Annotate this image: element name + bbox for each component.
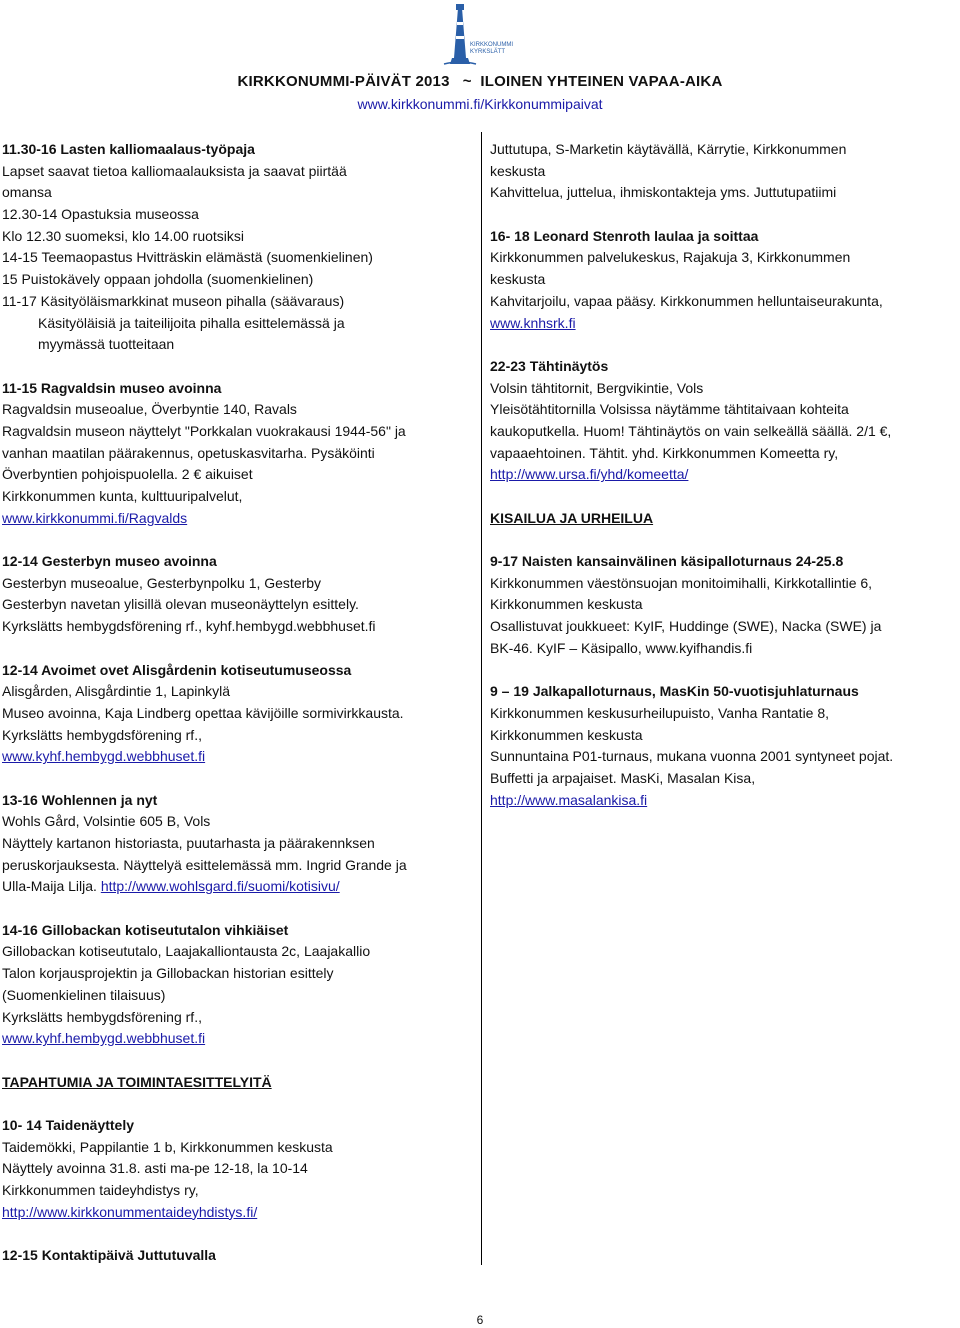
event-text: Överbyntien pohjoispuolella. 2 € aikuiset	[2, 466, 253, 483]
web-link[interactable]: http://www.masalankisa.fi	[490, 791, 648, 808]
event-link	[490, 313, 958, 335]
event-text: Sunnuntaina P01-turnaus, mukana vuonna 2001 syntyneet pojat.	[490, 748, 894, 765]
event-text: BK-46. KyIF – Käsipallo, www.kyifhandis.fi	[490, 639, 753, 656]
event-text: keskusta	[490, 162, 546, 179]
spacer	[490, 660, 958, 682]
event-text: keskusta	[490, 271, 546, 288]
event-text: Kirkkonummen kunta, kulttuuripalvelut,	[2, 488, 243, 504]
event-text: Kirkkonummen palvelukeskus, Rajakuja 3, Kirkkonummen	[490, 249, 851, 266]
section-heading: KISAILUA JA URHEILUA	[490, 509, 654, 526]
event-text	[2, 876, 472, 898]
page-header-url[interactable]: www.kirkkonummi.fi/Kirkkonummipaivat	[357, 96, 603, 112]
spacer	[490, 204, 958, 226]
event-text: Kahvittelua, juttelua, ihmiskontakteja yms. Juttutupatiimi	[490, 184, 837, 201]
event-text: Kyrkslätts hembygdsförening rf., kyhf.hembygd.webbhuset.fi	[2, 618, 376, 635]
event-text: omansa	[2, 184, 52, 201]
event-text: Näyttely avoinna 31.8. asti ma-pe 12-18, la 10-14	[2, 1160, 308, 1177]
event-text: Kirkkonummen keskusta	[490, 726, 643, 743]
event-text: 15 Puistokävely oppaan johdolla (suomenkielinen)	[2, 271, 314, 288]
spacer	[490, 486, 958, 508]
event-link	[2, 746, 472, 768]
event-heading: 12-14 Gesterbyn museo avoinna	[2, 553, 217, 570]
event-text: vanhan maatilan päärakennus, opetuskasvitarha. Pysäköinti	[2, 444, 375, 461]
event-text: Gesterbyn museoalue, Gesterbynpolku 1, Gesterby	[2, 574, 322, 591]
event-text: kaukoputkella. Huom! Tähtinäytös on vain selkeällä säällä. 2/1 €,	[490, 422, 892, 439]
spacer	[2, 1050, 472, 1072]
spacer	[2, 1223, 472, 1245]
event-text: vapaaehtoinen. Tähtit. yhd. Kirkkonummen Komeetta ry,	[490, 444, 839, 461]
event-text: Kyrkslätts hembygdsförening rf.,	[2, 726, 202, 743]
event-text: Taidemökki, Pappilantie 1 b, Kirkkonummen keskusta	[2, 1138, 333, 1155]
event-text: Kyrkslätts hembygdsförening rf.,	[2, 1008, 202, 1025]
event-text: Kirkkonummen taideyhdistys ry,	[2, 1182, 199, 1198]
page-header-title: KIRKKONUMMI-PÄIVÄT 2013 ~ ILOINEN YHTEINEN VAPAA-AIKA	[237, 73, 723, 90]
web-link[interactable]: www.knhsrk.fi	[490, 314, 576, 331]
event-heading: 9-17 Naisten kansainvälinen käsipalloturnaus 24-25.8	[490, 553, 844, 570]
event-text: 12.30-14 Opastuksia museossa	[2, 206, 199, 223]
event-text: Gesterbyn navetan ylisillä olevan museonäyttelyn esittely.	[2, 596, 359, 613]
event-text: peruskorjauksesta. Näyttelyä esittelemässä mm. Ingrid Grande ja	[2, 856, 407, 873]
event-text: Yleisötähtitornilla Volsissa näytämme tähtitaivaan kohteita	[490, 401, 849, 418]
event-heading: 12-15 Kontaktipäivä Juttutuvalla	[2, 1247, 216, 1264]
event-heading: 9 – 19 Jalkapalloturnaus, MasKin 50-vuotisjuhlaturnaus	[490, 683, 859, 700]
event-text: Museo avoinna, Kaja Lindberg opettaa kävijöille sormivirkkausta.	[2, 704, 404, 721]
page-number: 6	[476, 1313, 484, 1327]
event-text: Lapset saavat tietoa kalliomaalauksista ja saavat piirtää	[2, 162, 347, 179]
event-text: Ulla-Maija Lilja.	[2, 878, 101, 895]
event-text: Osallistuvat joukkueet: KyIF, Huddinge (SWE), Nacka (SWE) ja	[490, 618, 882, 635]
event-text: Gillobackan kotiseututalo, Laajakalliontausta 2c, Laajakallio	[2, 943, 371, 960]
event-heading: 12-14 Avoimet ovet Alisgårdenin kotiseutumuseossa	[2, 661, 352, 678]
left-column	[2, 139, 472, 1267]
event-text: Käsityöläisiä ja taiteilijoita pihalla esittelemässä ja	[38, 314, 345, 331]
spacer	[2, 529, 472, 551]
event-text: 14-15 Teemaopastus Hvitträskin elämästä (suomenkielinen)	[2, 249, 373, 266]
event-text: Alisgården, Alisgårdintie 1, Lapinkylä	[2, 683, 231, 700]
event-text: Kirkkonummen keskusurheilupuisto, Vanha Rantatie 8,	[490, 704, 830, 721]
spacer	[2, 356, 472, 378]
web-link[interactable]: http://www.kirkkonummentaideyhdistys.fi/	[2, 1203, 258, 1220]
event-text: myymässä tuotteitaan	[38, 336, 175, 353]
event-text: 11-17 Käsityöläismarkkinat museon pihalla (säävaraus)	[2, 292, 345, 309]
web-link[interactable]: www.kirkkonummi.fi/Ragvalds	[2, 509, 188, 526]
spacer	[490, 334, 958, 356]
event-text: Volsin tähtitornit, Bergvikintie, Vols	[490, 379, 704, 396]
event-heading: 14-16 Gillobackan kotiseututalon vihkiäiset	[2, 921, 289, 938]
event-link	[2, 1028, 472, 1050]
event-heading: 22-23 Tähtinäytös	[490, 357, 609, 374]
event-link	[490, 790, 958, 812]
event-link	[2, 1202, 472, 1224]
spacer	[490, 529, 958, 551]
event-heading: 10- 14 Taidenäyttely	[2, 1116, 135, 1133]
event-heading: 11.30-16 Lasten kalliomaalaus-työpaja	[2, 141, 255, 157]
event-text: Talon korjausprojektin ja Gillobackan historian esittely	[2, 965, 334, 982]
event-link	[2, 508, 472, 530]
event-text: Kirkkonummen väestönsuojan monitoimihalli, Kirkkotallintie 6,	[490, 574, 873, 591]
event-text: Juttutupa, S-Marketin käytävällä, Kärrytie, Kirkkonummen	[490, 141, 847, 157]
lighthouse-logo-icon	[440, 2, 540, 68]
web-link[interactable]: http://www.wohlsgard.fi/suomi/kotisivu/	[100, 878, 340, 895]
section-heading: TAPAHTUMIA JA TOIMINTAESITTELYITÄ	[2, 1073, 272, 1090]
spacer	[2, 1093, 472, 1115]
event-text: Kirkkonummen keskusta	[490, 596, 643, 613]
spacer	[2, 768, 472, 790]
event-text: Wohls Gård, Volsintie 605 B, Vols	[2, 813, 211, 830]
event-heading: 11-15 Ragvaldsin museo avoinna	[2, 379, 222, 396]
web-link[interactable]: www.kyhf.hembygd.webbhuset.fi	[2, 1030, 206, 1047]
event-text: Klo 12.30 suomeksi, klo 14.00 ruotsiksi	[2, 227, 245, 244]
event-text: Kahvitarjoilu, vapaa pääsy. Kirkkonummen helluntaiseurakunta,	[490, 292, 883, 309]
column-divider	[481, 132, 482, 1265]
logo-text: KIRKKONUMMI KYRKSLÄTT	[470, 42, 514, 55]
web-link[interactable]: www.kyhf.hembygd.webbhuset.fi	[2, 748, 206, 765]
event-text: Ragvaldsin museon näyttelyt "Porkkalan vuokrakausi 1944-56" ja	[2, 422, 406, 439]
event-heading: 16- 18 Leonard Stenroth laulaa ja soittaa	[490, 227, 759, 244]
kirkkonummi-logo	[440, 2, 540, 68]
event-heading: 13-16 Wohlennen ja nyt	[2, 791, 158, 808]
spacer	[2, 898, 472, 920]
event-text: Buffetti ja arpajaiset. MasKi, Masalan Kisa,	[490, 769, 756, 786]
event-text: Näyttely kartanon historiasta, puutarhasta ja päärakennksen	[2, 835, 375, 851]
spacer	[2, 638, 472, 660]
web-link[interactable]: http://www.ursa.fi/yhd/komeetta/	[490, 466, 689, 483]
right-column	[490, 139, 958, 811]
event-text: Ragvaldsin museoalue, Överbyntie 140, Ravals	[2, 401, 297, 418]
event-link	[490, 464, 958, 486]
event-text: (Suomenkielinen tilaisuus)	[2, 986, 166, 1003]
